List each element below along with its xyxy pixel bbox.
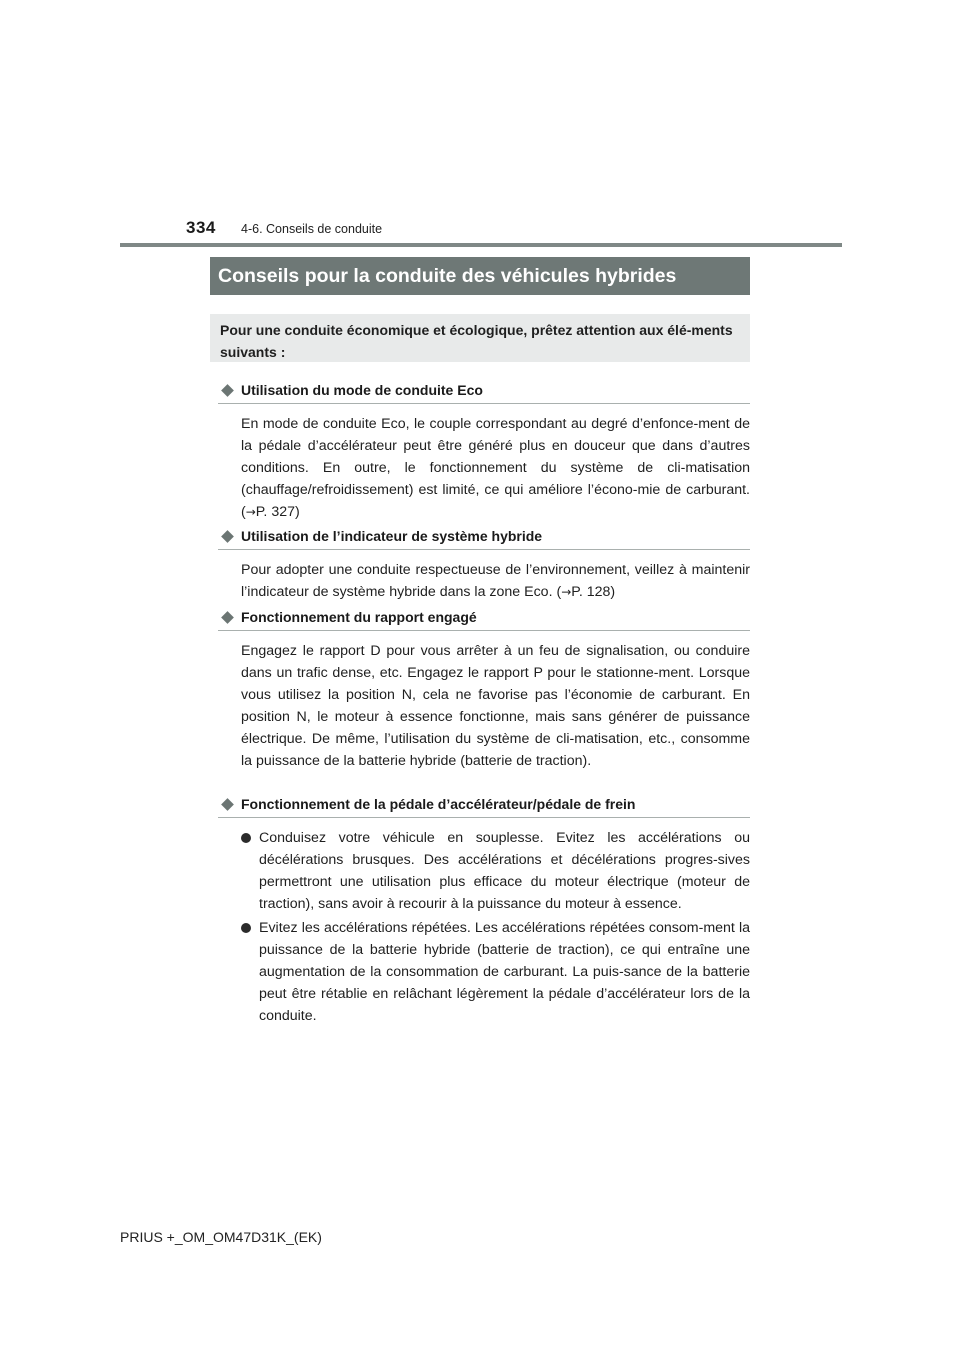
chapter-title: 4-6. Conseils de conduite <box>241 222 383 236</box>
bullet-icon <box>241 833 251 843</box>
list-item <box>240 917 750 1027</box>
section-text <box>241 413 750 523</box>
section-heading <box>218 380 750 404</box>
section-heading-text: Fonctionnement du rapport engagé <box>241 609 477 625</box>
section-text <box>241 559 750 603</box>
section-pedals <box>218 794 750 1029</box>
section-hybrid-indicator <box>218 526 750 603</box>
section-heading <box>218 607 750 631</box>
page-reference[interactable]: P. 128) <box>571 584 616 600</box>
section-heading-text: Utilisation de l’indicateur de système hybride <box>241 528 543 544</box>
section-text-body: Pour adopter une conduite respectueuse de l’environnement, veillez à maintenir l’indicateur de système hybride dans la zone Eco. ( <box>241 562 750 600</box>
section-text: Engagez le rapport D pour vous arrêter à un feu de signalisation, ou conduire dans un trafic dense, etc. Engagez le rapport P pour le stationne-ment. Lorsque vous utilisez la position N, cela ne favorise pas l’économie de carburant. En position N, le moteur à essence fonctionne, mais sans générer de puissance électrique. De même, l’utilisation du système de cli-matisation, etc., consomme la puissance de la batterie hybride (batterie de traction). <box>241 643 750 769</box>
header-rule <box>120 243 842 247</box>
section-eco-mode <box>218 380 750 523</box>
bullet-icon <box>241 923 251 933</box>
page-title: Conseils pour la conduite des véhicules hybrides <box>210 257 750 295</box>
page-reference[interactable]: P. 327) <box>255 504 300 520</box>
diamond-icon <box>221 798 234 811</box>
intro-box: Pour une conduite économique et écologique, prêtez attention aux élé-ments suivants : <box>210 314 750 362</box>
section-heading <box>218 794 750 818</box>
section-heading <box>218 526 750 550</box>
diamond-icon <box>221 611 234 624</box>
bullet-list <box>240 827 750 1027</box>
section-gear-position <box>218 607 750 772</box>
diamond-icon <box>221 530 234 543</box>
diamond-icon <box>221 384 234 397</box>
page-number: 334 <box>186 218 216 237</box>
list-item-text: Conduisez votre véhicule en souplesse. Evitez les accélérations ou décélérations brusques. Des accélérations et décélérations progres-sives permettront une utilisation plus efficace du moteur électrique (moteur de traction), sans avoir à recourir à la puissance du moteur à essence. <box>259 830 750 912</box>
section-text-body: En mode de conduite Eco, le couple correspondant au degré d’enfonce-ment de la pédale d’accélérateur peut être généré plus en douceur que dans d’autres conditions. En outre, le fonctionnement du système de cli-matisation (chauffage/refroidissement) est limité, ce qui améliore l’écono-mie de carburant. ( <box>241 416 750 520</box>
footer-code: PRIUS +_OM_OM47D31K_(EK) <box>120 1229 322 1245</box>
list-item-text: Evitez les accélérations répétées. Les accélérations répétées consom-ment la puissance de la batterie hybride (batterie de traction), ce qui entraîne une augmentation de la consommation de carburant. La puis-sance de la batterie peut être rétablie en relâchant légèrement la pédale d’accélérateur lors de la conduite. <box>259 920 750 1024</box>
section-heading-text: Utilisation du mode de conduite Eco <box>241 382 483 398</box>
list-item <box>240 827 750 915</box>
arrow-icon: → <box>561 585 572 599</box>
section-heading-text: Fonctionnement de la pédale d’accélérateur/pédale de frein <box>241 796 636 812</box>
arrow-icon: → <box>245 505 256 519</box>
